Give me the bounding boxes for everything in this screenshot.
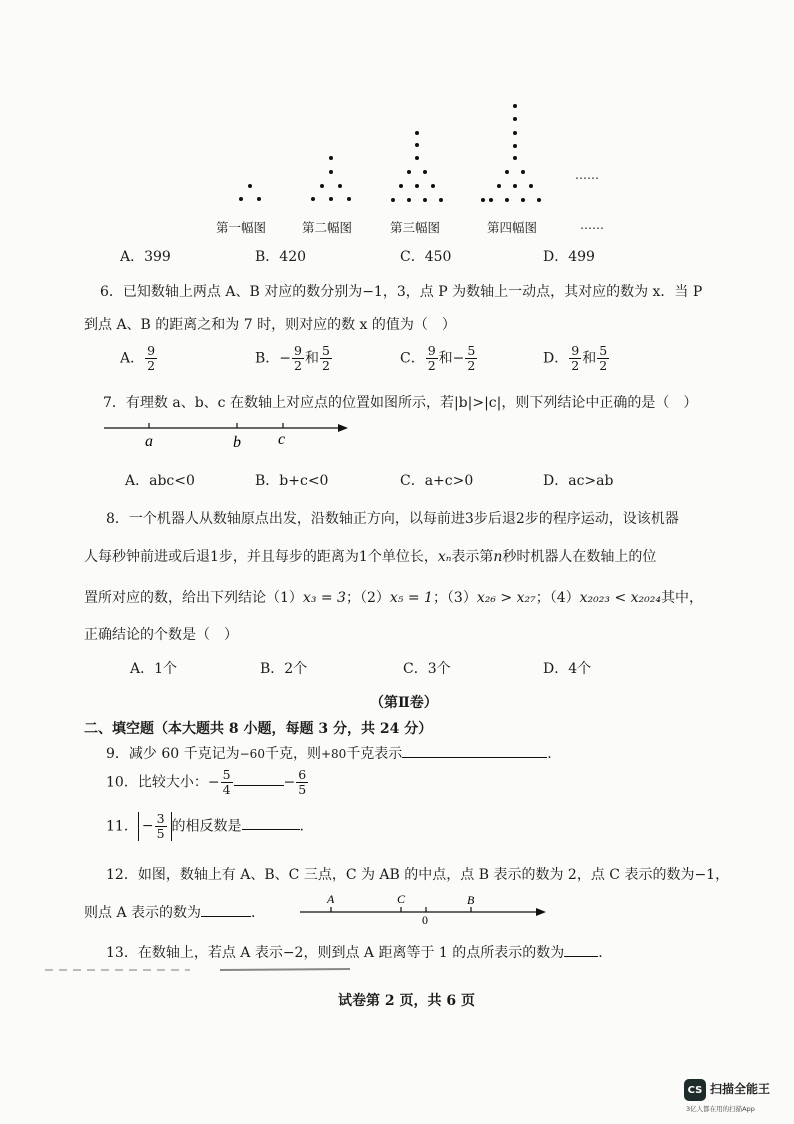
figure-3-dot	[415, 156, 419, 160]
q7-option-a: A．abc<0	[125, 473, 195, 489]
figure-2-dot	[311, 197, 315, 201]
figure-4-dot	[481, 198, 485, 202]
page-footer: 试卷第 2 页，共 6 页	[338, 993, 475, 1009]
figure-4-dot	[513, 144, 517, 148]
q8-option-a: A．1个	[130, 661, 178, 677]
q12-label-c: C	[397, 892, 406, 906]
figure-4-dot	[513, 131, 517, 135]
q9: 9．减少 60 千克记为−60千克，则+80千克表示 .	[106, 743, 552, 763]
figure-3-dot	[423, 198, 427, 202]
q8-line-4: 正确结论的个数是（ ）	[84, 627, 238, 643]
q8-line-1: 8．一个机器人从数轴原点出发，沿数轴正方向，以每前进3步后退2步的程序运动，设该机器	[106, 511, 679, 527]
q12-label-zero: 0	[422, 913, 428, 926]
figure-3-dot	[415, 131, 419, 135]
q7-option-b: B．b+c<0	[255, 473, 329, 489]
q6-option-a: A． $\frac{9}{2}$	[120, 343, 156, 373]
q7-label-a: a	[145, 433, 153, 450]
figure-2-dot	[329, 170, 333, 174]
figure-ellipsis-top: ……	[575, 168, 599, 182]
q7-option-d: D．ac>ab	[543, 473, 614, 489]
figure-4-dot	[489, 198, 493, 202]
watermark-app-name: 扫描全能王	[710, 1082, 771, 1096]
q6-option-d: D． $\frac{9}{2}$ 和 $\frac{5}{2}$	[543, 343, 608, 373]
q7-option-c: C．a+c>0	[400, 473, 474, 489]
q6-option-c: C． $\frac{9}{2}$ 和− $\frac{5}{2}$	[400, 343, 476, 373]
figure-3-dot	[399, 184, 403, 188]
q7-arrowhead	[338, 424, 348, 432]
figure-3-dot	[423, 170, 427, 174]
q8-option-d: D．4个	[543, 661, 592, 677]
q12-answer-blank	[201, 902, 251, 917]
figure-4-dot	[505, 170, 509, 174]
q6-line-2: 到点 A、B 的距离之和为 7 时，则对应的数 x 的值为（ ）	[84, 317, 456, 333]
q12-line-1: 12．如图，数轴上有 A、B、C 三点，C 为 AB 的中点，点 B 表示的数为 2，点 C 表示的数为−1，	[106, 867, 730, 883]
figure-4-dot	[537, 198, 541, 202]
figure-4-dot	[529, 184, 533, 188]
q8-option-c: C．3个	[403, 661, 451, 677]
section-2-header: 二、填空题（本大题共 8 小题，每题 3 分，共 24 分）	[84, 721, 433, 737]
figure-3-dot	[415, 184, 419, 188]
q12-number-line	[296, 892, 552, 926]
figure-4-dot	[513, 156, 517, 160]
q11-answer-blank	[242, 815, 300, 830]
figure-2-dot	[347, 197, 351, 201]
q11: 11． − $\frac{3}{5}$ 的相反数是 .	[106, 811, 304, 841]
faint-cutoff-scan-artifact	[40, 963, 360, 977]
figure-4-dot	[505, 198, 509, 202]
q12-label-b: B	[467, 893, 475, 907]
figure-4-dot	[513, 117, 517, 121]
figure-3-dot	[415, 143, 419, 147]
q8-line-3: 置所对应的数，给出下列结论（1）x₃ = 3；（2）x₅ = 1；（3）x₂₆ > x₂₇；（4）x₂₀₂₃ < x₂₀₂₄其中，	[84, 590, 703, 606]
q12-arrowhead	[536, 908, 546, 916]
figure-ellipsis-bottom: ……	[580, 218, 604, 232]
q12-line-2: 则点 A 表示的数为 ．	[84, 902, 265, 922]
figure-4-dot	[521, 198, 525, 202]
figure-label-2: 第二幅图	[302, 220, 353, 235]
figure-3-dot	[391, 198, 395, 202]
q10-answer-blank	[234, 771, 284, 786]
q8-option-b: B．2个	[260, 661, 308, 677]
figure-2-dot	[329, 156, 333, 160]
q5-option-a: A．399	[120, 249, 171, 265]
figure-3-dot	[431, 184, 435, 188]
figure-label-3: 第三幅图	[390, 220, 441, 235]
figure-1-dot	[257, 197, 261, 201]
figure-3-dot	[439, 198, 443, 202]
figure-4-dot	[513, 104, 517, 108]
q9-answer-blank	[402, 743, 547, 758]
camscanner-logo-icon: CS	[684, 1079, 706, 1101]
q6-line-1: 6．已知数轴上两点 A、B 对应的数分别为−1，3，点 P 为数轴上一动点，其对应的数为 x．当 P	[100, 284, 703, 300]
figure-2-dot	[320, 184, 324, 188]
q13: 13．在数轴上，若点 A 表示−2，则到点 A 距离等于 1 的点所表示的数为 .	[106, 942, 603, 962]
figure-4-dot	[521, 170, 525, 174]
q7-number-line	[100, 418, 360, 454]
q7-label-c: c	[278, 431, 286, 448]
q13-answer-blank	[564, 942, 598, 957]
q12-label-a: A	[327, 892, 335, 906]
q5-option-d: D．499	[543, 249, 595, 265]
part-2-title: （第Ⅱ卷）	[370, 695, 438, 711]
q5-option-b: B．420	[255, 249, 307, 265]
q6-option-b: B．− $\frac{9}{2}$ 和 $\frac{5}{2}$	[255, 343, 330, 373]
watermark-tagline: 3亿人都在用的扫描App	[686, 1105, 755, 1113]
figure-3-dot	[407, 198, 411, 202]
figure-label-4: 第四幅图	[487, 220, 538, 235]
q11-absolute-value: − $\frac{3}{5}$	[138, 812, 172, 841]
q7-label-b: b	[233, 434, 241, 451]
figure-1-dot	[248, 184, 252, 188]
figure-4-dot	[497, 184, 501, 188]
figure-2-dot	[329, 197, 333, 201]
figure-label-1: 第一幅图	[216, 220, 267, 235]
figure-3-dot	[407, 170, 411, 174]
figure-4-dot	[513, 184, 517, 188]
q8-line-2: 人每秒钟前进或后退1步，并且每步的距离为1个单位长，xₙ表示第n秒时机器人在数轴上的位	[84, 549, 657, 565]
figure-2-dot	[338, 184, 342, 188]
figure-1-dot	[239, 197, 243, 201]
q5-option-c: C．450	[400, 249, 452, 265]
q7-text: 7．有理数 a、b、c 在数轴上对应点的位置如图所示，若|b|>|c|，则下列结论中正确的是（ ）	[103, 395, 698, 411]
q10: 10．比较大小：− $\frac{5}{4}$ − $\frac{6}{5}$	[106, 767, 307, 797]
